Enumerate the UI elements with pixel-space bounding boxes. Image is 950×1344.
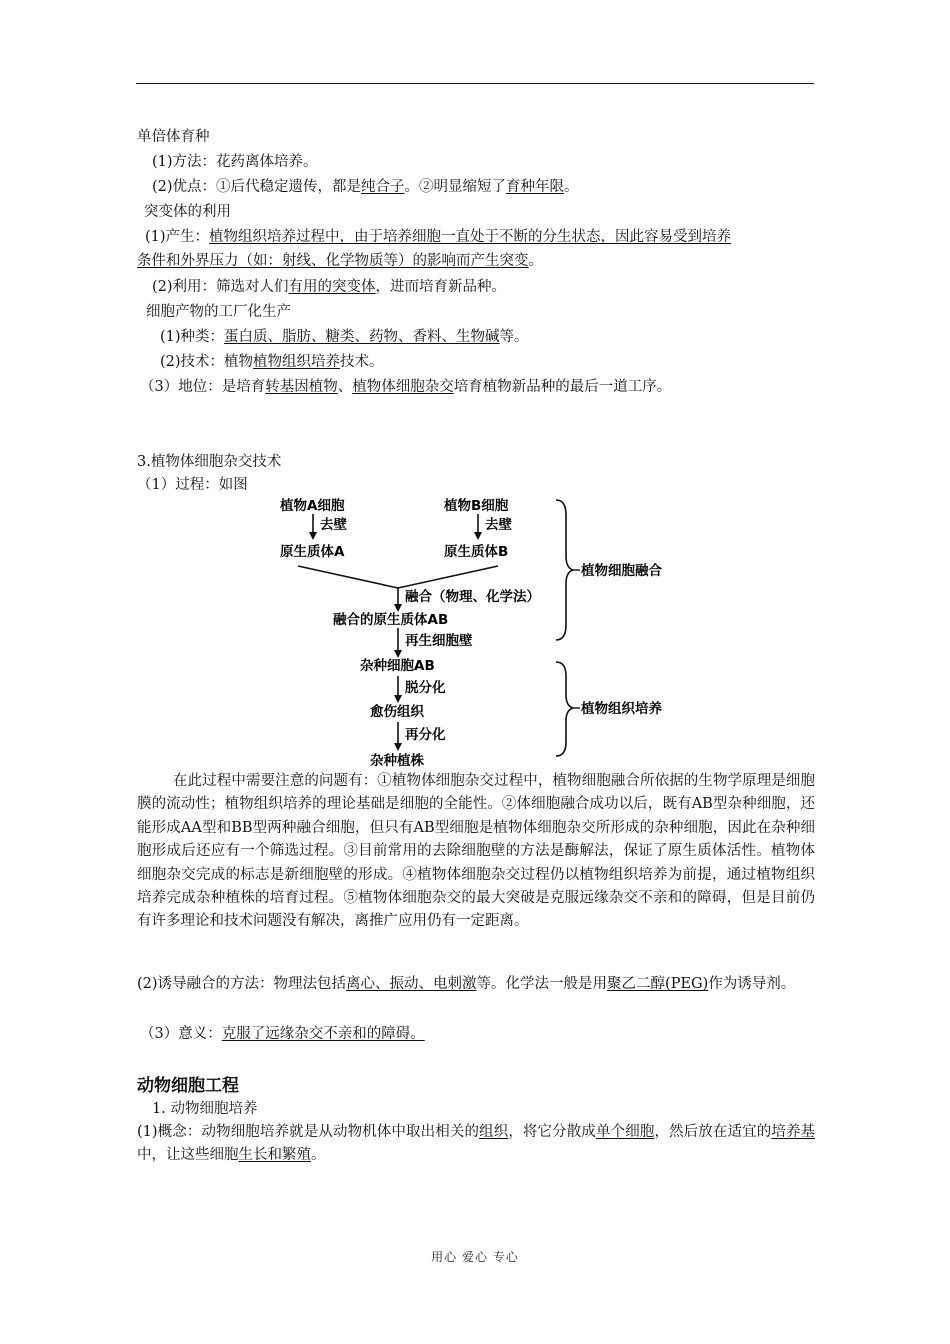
label-callus: 愈伤组织 [370, 704, 424, 720]
converge-line-left [298, 566, 398, 588]
products-kinds: (1)种类：蛋白质、脂肪、糖类、药物、香料、生物碱等。 [160, 329, 529, 345]
label-regen-wall: 再生细胞壁 [405, 633, 473, 649]
label-fusion-step: 融合（物理、化学法） [405, 589, 540, 605]
label-rediff: 再分化 [405, 727, 446, 743]
label-bracket-fusion: 植物细胞融合 [581, 563, 662, 579]
hybrid-induce-methods: (2)诱导融合的方法：物理法包括离心、振动、电刺激等。化学法一般是用聚乙二醇(PEG)作为诱导剂。 [137, 976, 796, 992]
mutant-produce-line1: (1)产生：植物组织培养过程中，由于培养细胞一直处于不断的分生状态，因此容易受到培养 [145, 229, 732, 245]
heading-animal-cell-engineering: 动物细胞工程 [137, 1076, 239, 1096]
label-cell-b: 植物B细胞 [444, 498, 509, 514]
converge-line-right [398, 566, 498, 588]
section-title-haploid: 单倍体育种 [137, 129, 210, 145]
haploid-method: (1)方法：花药离体培养。 [152, 154, 318, 170]
label-dediff: 脱分化 [405, 680, 446, 696]
mutant-produce-line2: 条件和外界压力（如：射线、化学物质等）的影响而产生突变。 [137, 253, 543, 269]
hybrid-meaning: （3）意义：克服了远缘杂交不亲和的障碍。 [140, 1026, 425, 1042]
section-title-mutant: 突变体的利用 [144, 204, 231, 220]
label-protoplast-b: 原生质体B [444, 544, 509, 560]
animal-concept: (1)概念：动物细胞培养就是从动物机体中取出相关的组织，将它分散成单个细胞，然后放在适宜的培养基中，让这些细胞生长和繁殖。 [137, 1124, 816, 1164]
animal-subheading: 1. 动物细胞培养 [152, 1101, 258, 1117]
label-hybrid-cell: 杂种细胞AB [360, 658, 435, 674]
mutant-use: (2)利用：筛选对人们有用的突变体，进而培育新品种。 [152, 279, 507, 295]
section-title-hybrid: 3.植物体细胞杂交技术 [137, 454, 282, 470]
hybrid-process-label: （1）过程：如图 [137, 477, 248, 493]
products-tech: (2)技术：植物植物组织培养技术。 [160, 354, 384, 370]
label-bracket-culture: 植物组织培养 [581, 701, 662, 717]
label-remove-wall-a: 去壁 [320, 517, 347, 533]
label-remove-wall-b: 去壁 [485, 517, 512, 533]
label-cell-a: 植物A细胞 [280, 498, 345, 514]
label-protoplast-a: 原生质体A [280, 544, 345, 560]
bracket-fusion-shape [556, 500, 573, 640]
haploid-advantages: (2)优点：①后代稳定遗传，都是纯合子。②明显缩短了育种年限。 [152, 179, 579, 195]
hybrid-notes-paragraph: 在此过程中需要注意的问题有：①植物体细胞杂交过程中，植物细胞融合所依据的生物学原理是细胞膜的流动性；植物组织培养的理论基础是细胞的全能性。②体细胞融合成功以后，既有AB型杂种细胞，还能形成AA型和BB型两种融合细胞，但只有AB型细胞是植物体细胞杂交所形成的杂种细胞，因此在杂种细胞形成后还应有一个筛选过程。③目前常用的去除细胞壁的方法是酶解法，保证了原生质体活性。植物体细胞杂交完成的标志是新细胞壁的形成。④植物体细胞杂交过程仍以植物组织培养为前提，通过植物组织培养完成杂种植株的培育过程。⑤植物体细胞杂交的最大突破是克服远缘杂交不亲和的障碍，但是目前仍有许多理论和技术问题没有解决，离推广应用仍有一定距离。 [137, 773, 815, 930]
page-footer: 用心 爱心 专心 [431, 1250, 519, 1264]
label-fused-protoplast: 融合的原生质体AB [333, 612, 449, 628]
products-status: （3）地位：是培育转基因植物、植物体细胞杂交培育植物新品种的最后一道工序。 [140, 379, 672, 395]
bracket-culture-shape [556, 662, 573, 756]
label-hybrid-plant: 杂种植株 [370, 753, 424, 769]
section-title-products: 细胞产物的工厂化生产 [146, 304, 291, 320]
